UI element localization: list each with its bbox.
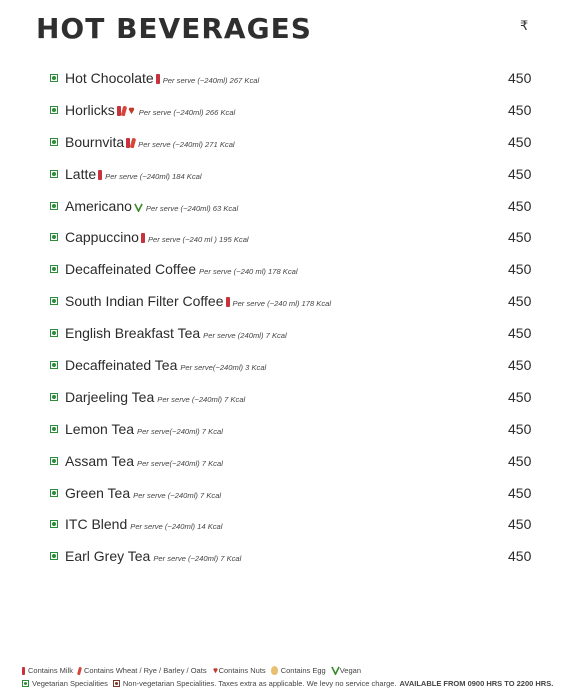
veg-icon <box>50 361 58 369</box>
menu-item-name: Decaffeinated Tea <box>65 357 178 374</box>
wheat-icon <box>77 666 82 675</box>
menu-item-calories: Per serve (~240ml) 7 Kcal <box>157 394 246 404</box>
veg-icon <box>50 520 58 528</box>
legend-wheat: Contains Wheat / Rye / Barley / Oats <box>84 666 207 675</box>
currency-symbol: ₹ <box>520 19 529 34</box>
egg-icon <box>271 666 278 675</box>
menu-item <box>0 383 572 415</box>
veg-icon <box>50 457 58 465</box>
menu-item-label <box>65 293 331 309</box>
menu-item <box>0 415 572 447</box>
milk-icon <box>22 667 25 675</box>
veg-icon <box>50 138 58 146</box>
veg-icon <box>50 393 58 401</box>
menu-item-price: 450 <box>508 101 532 118</box>
allergen-icons <box>98 170 102 180</box>
menu-item-price: 450 <box>508 229 532 246</box>
menu-item-calories: Per serve (~240 ml ) 195 Kcal <box>147 235 249 245</box>
menu-item-name: Green Tea <box>65 484 131 501</box>
menu-item-calories: Per serve (~240ml) 266 Kcal <box>138 107 236 117</box>
menu-item-price: 450 <box>508 357 532 374</box>
veg-icon <box>50 202 58 210</box>
menu-item-price: 450 <box>508 70 532 86</box>
legend-nuts: Contains Nuts <box>218 666 266 675</box>
menu-item-name: English Breakfast Tea <box>65 325 201 342</box>
menu-item-name: Cappuccino <box>65 229 139 246</box>
menu-item-label <box>65 421 223 437</box>
milk-icon <box>156 74 160 84</box>
legend-milk: Contains Milk <box>28 666 74 675</box>
menu-item-label <box>65 102 235 118</box>
menu-item <box>0 128 572 160</box>
menu-item-name: Earl Grey Tea <box>65 548 151 565</box>
nuts-icon <box>127 106 136 115</box>
menu-item-label <box>65 357 266 373</box>
veg-icon <box>22 680 29 687</box>
menu-item-price: 450 <box>508 388 532 405</box>
legend-egg: Contains Egg <box>280 666 326 675</box>
veg-icon <box>50 425 58 433</box>
menu-item-calories: Per serve (~240 ml) 178 Kcal <box>199 267 298 277</box>
menu-item <box>0 96 572 128</box>
legend-veg: Vegetarian Specialities <box>32 679 108 688</box>
legend-hours: AVAILABLE FROM 0900 HRS TO 2200 HRS. <box>399 679 554 688</box>
menu-item-price: 450 <box>508 452 532 469</box>
menu-item-price: 450 <box>508 548 532 565</box>
menu-item <box>0 255 572 287</box>
menu-item-calories: Per serve (~240ml) 14 Kcal <box>130 522 223 532</box>
veg-icon <box>50 233 58 241</box>
menu-list <box>0 64 572 574</box>
menu-item-name: Decaffeinated Coffee <box>65 261 197 278</box>
menu-item-label <box>65 485 221 501</box>
menu-item <box>0 479 572 511</box>
menu-item-calories: Per serve (~240ml) 271 Kcal <box>138 139 235 149</box>
menu-item <box>0 287 572 319</box>
menu-item-name: Hot Chocolate <box>65 70 154 86</box>
menu-item-price: 450 <box>508 261 532 278</box>
menu-item-price: 450 <box>508 293 532 310</box>
menu-item-calories: Per serve(~240ml) 3 Kcal <box>180 363 267 373</box>
veg-icon <box>50 552 58 560</box>
menu-item-calories: Per serve (240ml) 7 Kcal <box>203 331 287 341</box>
menu-item-calories: Per serve (~240ml) 63 Kcal <box>145 203 239 213</box>
menu-item-label <box>65 166 202 182</box>
veg-icon <box>50 489 58 497</box>
veg-icon <box>50 74 58 82</box>
allergen-icons <box>156 74 160 84</box>
legend-vegan: Vegan <box>339 666 361 675</box>
menu-item-label <box>65 389 245 405</box>
menu-item-price: 450 <box>508 197 532 214</box>
menu-item <box>0 64 572 96</box>
veg-icon <box>50 106 58 114</box>
menu-item-name: Latte <box>65 165 97 182</box>
nuts-icon <box>212 666 219 675</box>
menu-item-label <box>65 134 235 150</box>
milk-icon <box>98 170 102 180</box>
allergen-icons <box>126 138 135 148</box>
menu-item <box>0 542 572 574</box>
menu-item-name: Horlicks <box>65 101 115 118</box>
menu-item <box>0 510 572 542</box>
menu-item-name: Darjeeling Tea <box>65 388 155 405</box>
menu-item-label <box>65 70 259 86</box>
milk-icon <box>141 233 145 243</box>
menu-item <box>0 319 572 351</box>
menu-item-label <box>65 516 222 532</box>
allergen-icons <box>134 203 143 212</box>
menu-item-label <box>65 261 298 277</box>
menu-item-name: Assam Tea <box>65 452 134 469</box>
vegan-icon <box>134 203 143 212</box>
menu-item-calories: Per serve (~240ml) 7 Kcal <box>133 490 222 500</box>
menu-item-price: 450 <box>508 325 532 342</box>
menu-item-label <box>65 453 223 469</box>
veg-icon <box>50 329 58 337</box>
milk-icon <box>226 297 230 307</box>
menu-item-label <box>65 198 238 214</box>
veg-icon <box>50 265 58 273</box>
menu-item-calories: Per serve (~240ml) 184 Kcal <box>105 171 202 181</box>
menu-item-label <box>65 548 241 564</box>
menu-item-name: South Indian Filter Coffee <box>65 293 224 310</box>
menu-item-price: 450 <box>508 165 532 182</box>
menu-item-calories: Per serve (~240ml) 7 Kcal <box>153 554 242 564</box>
menu-item-name: ITC Blend <box>65 516 128 533</box>
menu-item <box>0 447 572 479</box>
nonveg-icon <box>113 680 120 687</box>
menu-item-name: Bournvita <box>65 133 125 150</box>
menu-item <box>0 351 572 383</box>
allergen-icons <box>226 297 230 307</box>
menu-item-label <box>65 229 249 245</box>
menu-item-label <box>65 325 287 341</box>
menu-item-price: 450 <box>508 516 532 533</box>
allergen-icons <box>141 233 145 243</box>
menu-item-name: Lemon Tea <box>65 420 135 437</box>
legend-footer <box>22 664 558 690</box>
veg-icon <box>50 170 58 178</box>
menu-item <box>0 223 572 255</box>
menu-item-calories: Per serve(~240ml) 7 Kcal <box>137 426 223 436</box>
menu-item-price: 450 <box>508 484 532 501</box>
menu-item-calories: Per serve (~240 ml) 178 Kcal <box>232 299 332 309</box>
allergen-icons <box>117 106 136 116</box>
menu-item <box>0 192 572 224</box>
page-title: HOT BEVERAGES <box>36 12 312 45</box>
menu-item-calories: Per serve(~240ml) 7 Kcal <box>137 458 223 468</box>
menu-item <box>0 160 572 192</box>
veg-icon <box>50 297 58 305</box>
legend-nonveg: Non-vegetarian Specialities. Taxes extra as applicable. We levy no service charge. <box>122 679 397 688</box>
menu-item-name: Americano <box>65 197 132 214</box>
menu-item-price: 450 <box>508 420 532 437</box>
menu-item-price: 450 <box>508 133 532 150</box>
menu-item-calories: Per serve (~240ml) 267 Kcal <box>162 76 260 85</box>
vegan-icon <box>331 666 340 675</box>
wheat-icon <box>130 137 136 148</box>
